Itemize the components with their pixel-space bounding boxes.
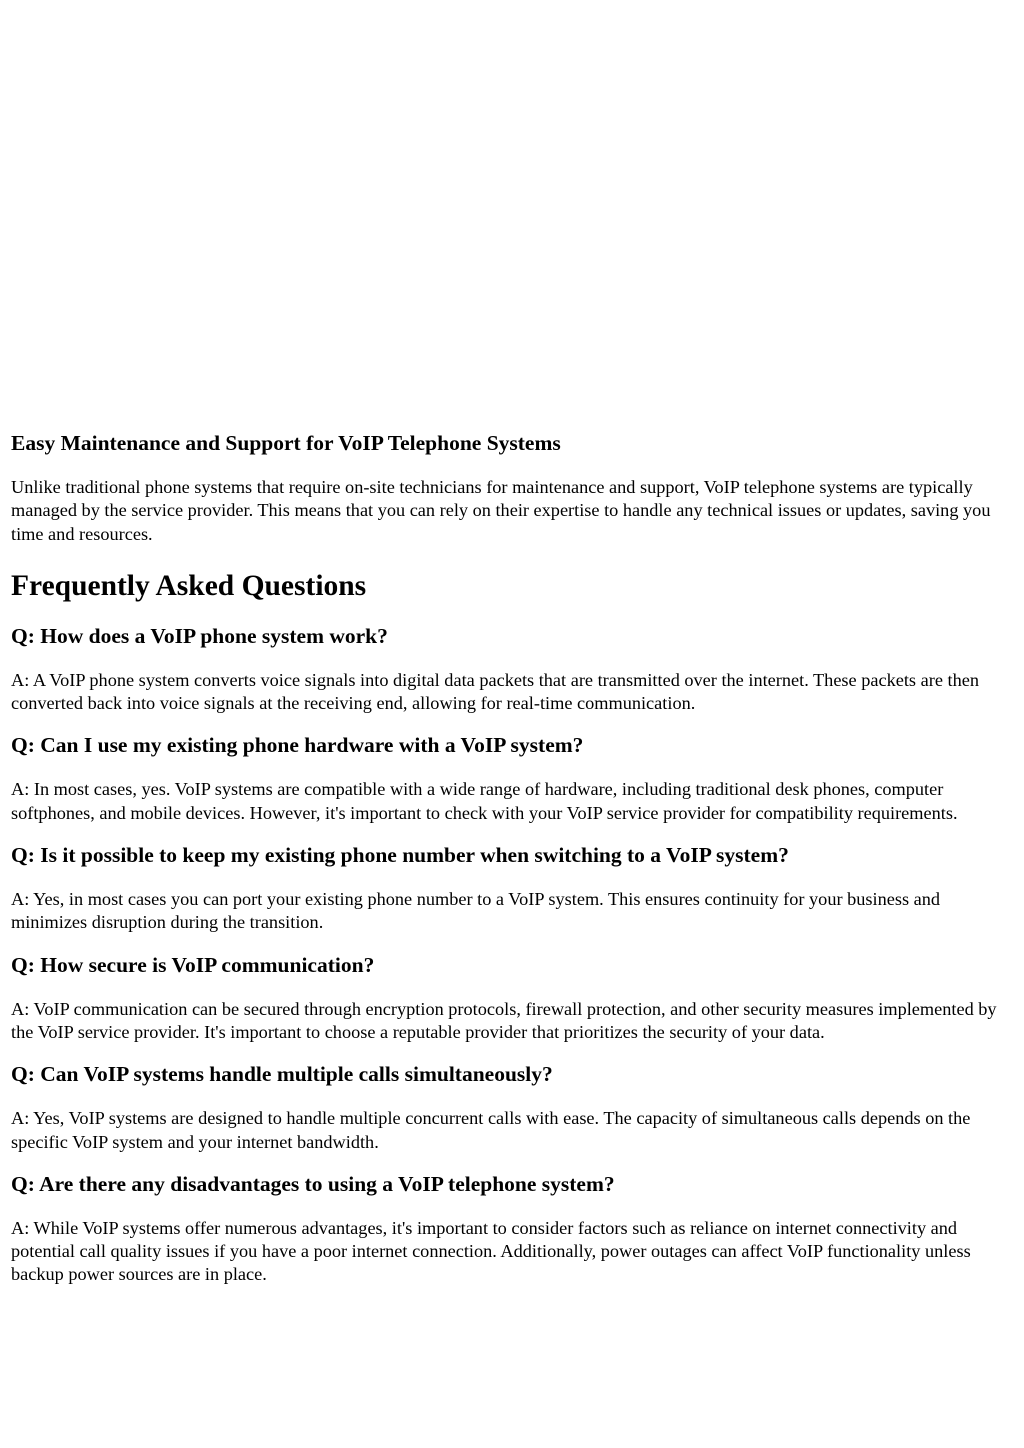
faq-question: Q: Can I use my existing phone hardware with a VoIP system? <box>11 733 584 758</box>
faq-answer: A: VoIP communication can be secured through encryption protocols, firewall protection, and other security measures implemented by the VoIP service provider. It's important to choose a reputable provider that prioritizes the security of your data. <box>11 998 997 1042</box>
faq-answer: A: A VoIP phone system converts voice signals into digital data packets that are transmitted over the internet. These packets are then converted back into voice signals at the receiving end, allowing for real-time communication. <box>11 669 979 714</box>
section-heading: Easy Maintenance and Support for VoIP Telephone Systems <box>11 431 561 455</box>
faq-answer: A: In most cases, yes. VoIP systems are compatible with a wide range of hardware, including traditional desk phones, computer softphones, and mobile devices. However, it's important to check with your VoIP service provider for compatibility requirements. <box>11 779 958 823</box>
faq-question: Q: Are there any disadvantages to using a VoIP telephone system? <box>11 1171 615 1196</box>
faq-answer: A: Yes, VoIP systems are designed to handle multiple concurrent calls with ease. The capacity of simultaneous calls depends on the specific VoIP system and your internet bandwidth. <box>11 1108 971 1152</box>
faq-question: Q: Is it possible to keep my existing phone number when switching to a VoIP system? <box>11 843 789 868</box>
faq-answer: A: While VoIP systems offer numerous advantages, it's important to consider factors such as reliance on internet connectivity and potential call quality issues if you have a poor internet connection. Additionally, power outages can affect VoIP functionality unless backup power sources are in place. <box>11 1217 971 1285</box>
faq-question: Q: Can VoIP systems handle multiple calls simultaneously? <box>11 1062 553 1087</box>
faq-question: Q: How secure is VoIP communication? <box>11 952 375 977</box>
faq-answer: A: Yes, in most cases you can port your existing phone number to a VoIP system. This ensures continuity for your business and minimizes disruption during the transition. <box>11 889 941 933</box>
faq-question: Q: How does a VoIP phone system work? <box>11 623 388 648</box>
faq-title: Frequently Asked Questions <box>11 569 367 602</box>
section-body: Unlike traditional phone systems that require on-site technicians for maintenance and support, VoIP telephone systems are typically managed by the service provider. This means that you can rely on their expertise to handle any technical issues or updates, saving you time and resources. <box>11 477 991 544</box>
document-page <box>11 428 1011 1287</box>
